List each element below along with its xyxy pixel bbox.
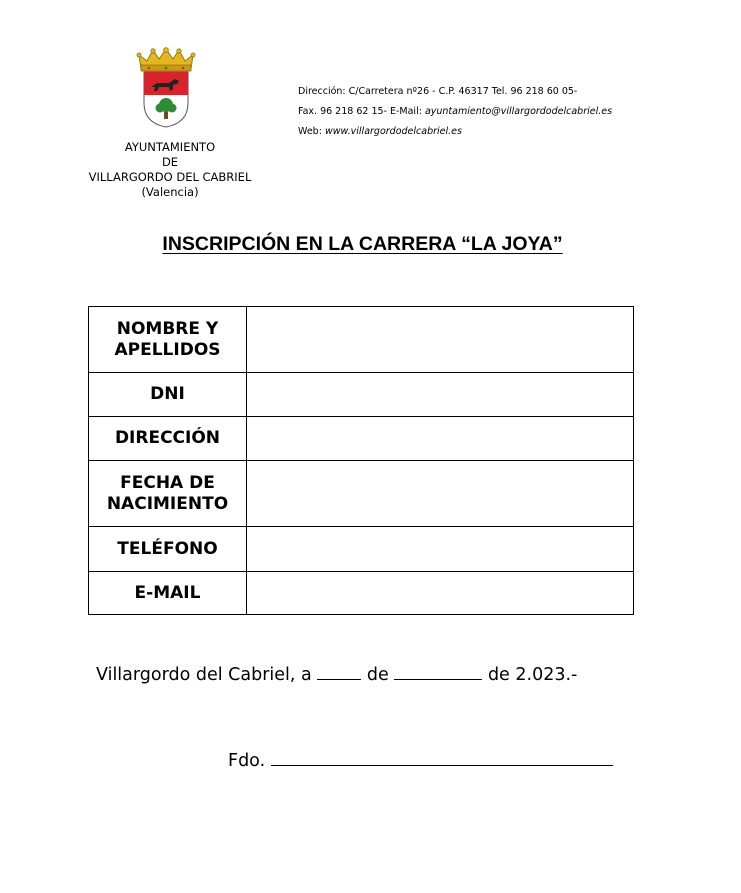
page-title: INSCRIPCIÓN EN LA CARRERA “LA JOYA” [162, 233, 563, 255]
signature-line [228, 749, 613, 771]
email-field[interactable] [247, 572, 634, 615]
municipality-line: DE [161, 155, 179, 169]
fax-email-line [298, 102, 612, 122]
month-blank[interactable] [394, 663, 482, 680]
birthdate-label [89, 461, 247, 527]
address-line: Dirección: C/Carretera nº26 - C.P. 46317 Tel. 96 218 60 05- [298, 86, 578, 97]
email-link[interactable]: ayuntamiento@villargordodelcabriel.es [424, 106, 613, 117]
municipality-line: AYUNTAMIENTO [124, 140, 216, 154]
birthdate-field[interactable] [247, 461, 634, 527]
table-row [89, 373, 634, 417]
label-line: APELLIDOS [114, 339, 221, 360]
date-year: de 2.023.- [487, 665, 578, 685]
dni-label: DNI [89, 373, 247, 417]
web-line [298, 122, 612, 142]
table-row [89, 307, 634, 373]
registration-form-table [88, 306, 634, 615]
phone-label: TELÉFONO [89, 527, 247, 572]
web-label: Web: [298, 126, 325, 137]
email-label: E-MAIL [89, 572, 247, 615]
date-de: de [366, 665, 389, 685]
phone-field[interactable] [247, 527, 634, 572]
municipality-line: (Valencia) [141, 185, 199, 199]
name-field[interactable] [247, 307, 634, 373]
label-line: NOMBRE Y [116, 318, 219, 339]
address-field[interactable] [247, 417, 634, 461]
web-link[interactable]: www.villargordodelcabriel.es [324, 126, 462, 137]
label-line: FECHA DE [120, 472, 215, 493]
signature-label: Fdo. [228, 751, 266, 771]
label-line: NACIMIENTO [106, 493, 229, 514]
day-blank[interactable] [317, 663, 361, 680]
address-label: DIRECCIÓN [89, 417, 247, 461]
table-row [89, 527, 634, 572]
table-row [89, 572, 634, 615]
table-row [89, 417, 634, 461]
municipality-name [80, 140, 260, 200]
coat-of-arms-icon [135, 47, 197, 129]
date-prefix: Villargordo del Cabriel, a [96, 665, 312, 685]
date-line [96, 663, 577, 685]
table-row [89, 461, 634, 527]
fax-label: Fax. 96 218 62 15- E-Mail: [298, 106, 425, 117]
signature-blank[interactable] [271, 749, 613, 766]
name-label [89, 307, 247, 373]
dni-field[interactable] [247, 373, 634, 417]
contact-block [298, 82, 612, 142]
municipality-line: VILLARGORDO DEL CABRIEL [88, 170, 252, 184]
